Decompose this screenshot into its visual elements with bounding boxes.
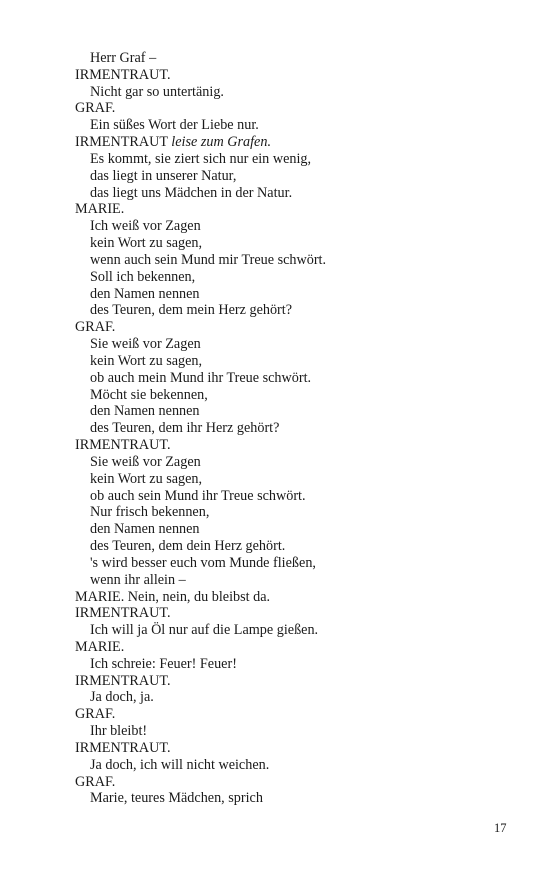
stage-direction: leise zum Grafen. [171, 134, 271, 151]
verse-text: kein Wort zu sagen, [90, 235, 203, 252]
speaker-name: IRMENTRAUT. [75, 66, 171, 83]
verse-line [75, 555, 505, 572]
speaker-line [75, 774, 505, 791]
verse-text: den Namen nennen [90, 285, 200, 302]
speaker-line [75, 319, 505, 336]
verse-line [75, 84, 505, 101]
verse-text: Sie weiß vor Zagen [90, 336, 201, 353]
verse-line [75, 353, 505, 370]
verse-text: Ihr bleibt! [90, 723, 148, 740]
verse-line [75, 723, 505, 740]
page-text [75, 50, 505, 807]
speaker-name: MARIE. [75, 638, 125, 655]
verse-line [75, 471, 505, 488]
verse-text: Möcht sie bekennen, [90, 386, 208, 403]
speaker-line [75, 134, 505, 151]
page-number: 17 [494, 821, 507, 835]
speaker-line [75, 100, 505, 117]
verse-line [75, 218, 505, 235]
verse-text: Es kommt, sie ziert sich nur ein wenig, [90, 150, 312, 167]
speaker-name: GRAF. [75, 773, 116, 790]
verse-text: Ich will ja Öl nur auf die Lampe gießen. [90, 622, 319, 639]
verse-text: Marie, teures Mädchen, sprich [90, 790, 263, 807]
verse-line [75, 252, 505, 269]
verse-text: Soll ich bekennen, [90, 268, 196, 285]
verse-text: das liegt uns Mädchen in der Natur. [90, 184, 293, 201]
verse-line [75, 117, 505, 134]
verse-text: Ich schreie: Feuer! Feuer! [90, 655, 237, 672]
verse-line [75, 387, 505, 404]
verse-line [75, 185, 505, 202]
verse-line [75, 656, 505, 673]
verse-text: Ja doch, ja. [90, 689, 154, 706]
speaker-name: IRMENTRAUT. [75, 672, 171, 689]
verse-line [75, 420, 505, 437]
verse-text: 's wird besser euch vom Munde fließen, [90, 554, 316, 571]
speaker-name: IRMENTRAUT. [75, 605, 171, 622]
verse-line [75, 403, 505, 420]
verse-text: wenn auch sein Mund mir Treue schwört. [90, 251, 327, 268]
verse-line [75, 151, 505, 168]
verse-line [75, 168, 505, 185]
speaker-name: IRMENTRAUT. [75, 437, 171, 454]
verse-text: des Teuren, dem dein Herz gehört. [90, 538, 286, 555]
verse-line [75, 370, 505, 387]
verse-line [75, 50, 505, 67]
verse-text: Nur frisch bekennen, [90, 504, 210, 521]
verse-text: kein Wort zu sagen, [90, 352, 203, 369]
verse-line [75, 790, 505, 807]
speaker-line [75, 201, 505, 218]
verse-line [75, 538, 505, 555]
verse-line [75, 302, 505, 319]
verse-text: des Teuren, dem mein Herz gehört? [90, 302, 293, 319]
speaker-line [75, 673, 505, 690]
speaker-line [75, 639, 505, 656]
verse-line [75, 454, 505, 471]
verse-text: ob auch mein Mund ihr Treue schwört. [90, 369, 312, 386]
speaker-line [75, 706, 505, 723]
verse-line [75, 622, 505, 639]
verse-line [75, 488, 505, 505]
verse-text: Ein süßes Wort der Liebe nur. [90, 117, 259, 134]
verse-text: Sie weiß vor Zagen [90, 453, 201, 470]
verse-line [75, 269, 505, 286]
speaker-line [75, 67, 505, 84]
verse-text: Ja doch, ich will nicht weichen. [90, 756, 270, 773]
verse-text: Herr Graf – [90, 50, 157, 66]
speaker-name: IRMENTRAUT. [75, 739, 171, 756]
speaker-line [75, 740, 505, 757]
speaker-line [75, 605, 505, 622]
verse-line [75, 286, 505, 303]
verse-line [75, 757, 505, 774]
verse-text: das liegt in unserer Natur, [90, 167, 237, 184]
verse-text: Nicht gar so untertänig. [90, 83, 224, 100]
verse-line [75, 504, 505, 521]
speaker-name: GRAF. [75, 706, 116, 723]
verse-line [75, 521, 505, 538]
speaker-name: MARIE. Nein, nein, du bleibst da. [75, 588, 271, 605]
speaker-line [75, 589, 505, 606]
verse-text: Ich weiß vor Zagen [90, 218, 201, 235]
speaker-name: IRMENTRAUT [75, 134, 168, 151]
speaker-line [75, 437, 505, 454]
verse-text: kein Wort zu sagen, [90, 470, 203, 487]
speaker-name: GRAF. [75, 100, 116, 117]
verse-line [75, 336, 505, 353]
speaker-name: GRAF. [75, 319, 116, 336]
verse-line [75, 689, 505, 706]
verse-text: den Namen nennen [90, 521, 200, 538]
verse-text: des Teuren, dem ihr Herz gehört? [90, 420, 280, 437]
speaker-name: MARIE. [75, 201, 125, 218]
verse-text: wenn ihr allein – [90, 571, 186, 588]
verse-text: den Namen nennen [90, 403, 200, 420]
verse-line [75, 235, 505, 252]
verse-line [75, 572, 505, 589]
verse-text: ob auch sein Mund ihr Treue schwört. [90, 487, 306, 504]
